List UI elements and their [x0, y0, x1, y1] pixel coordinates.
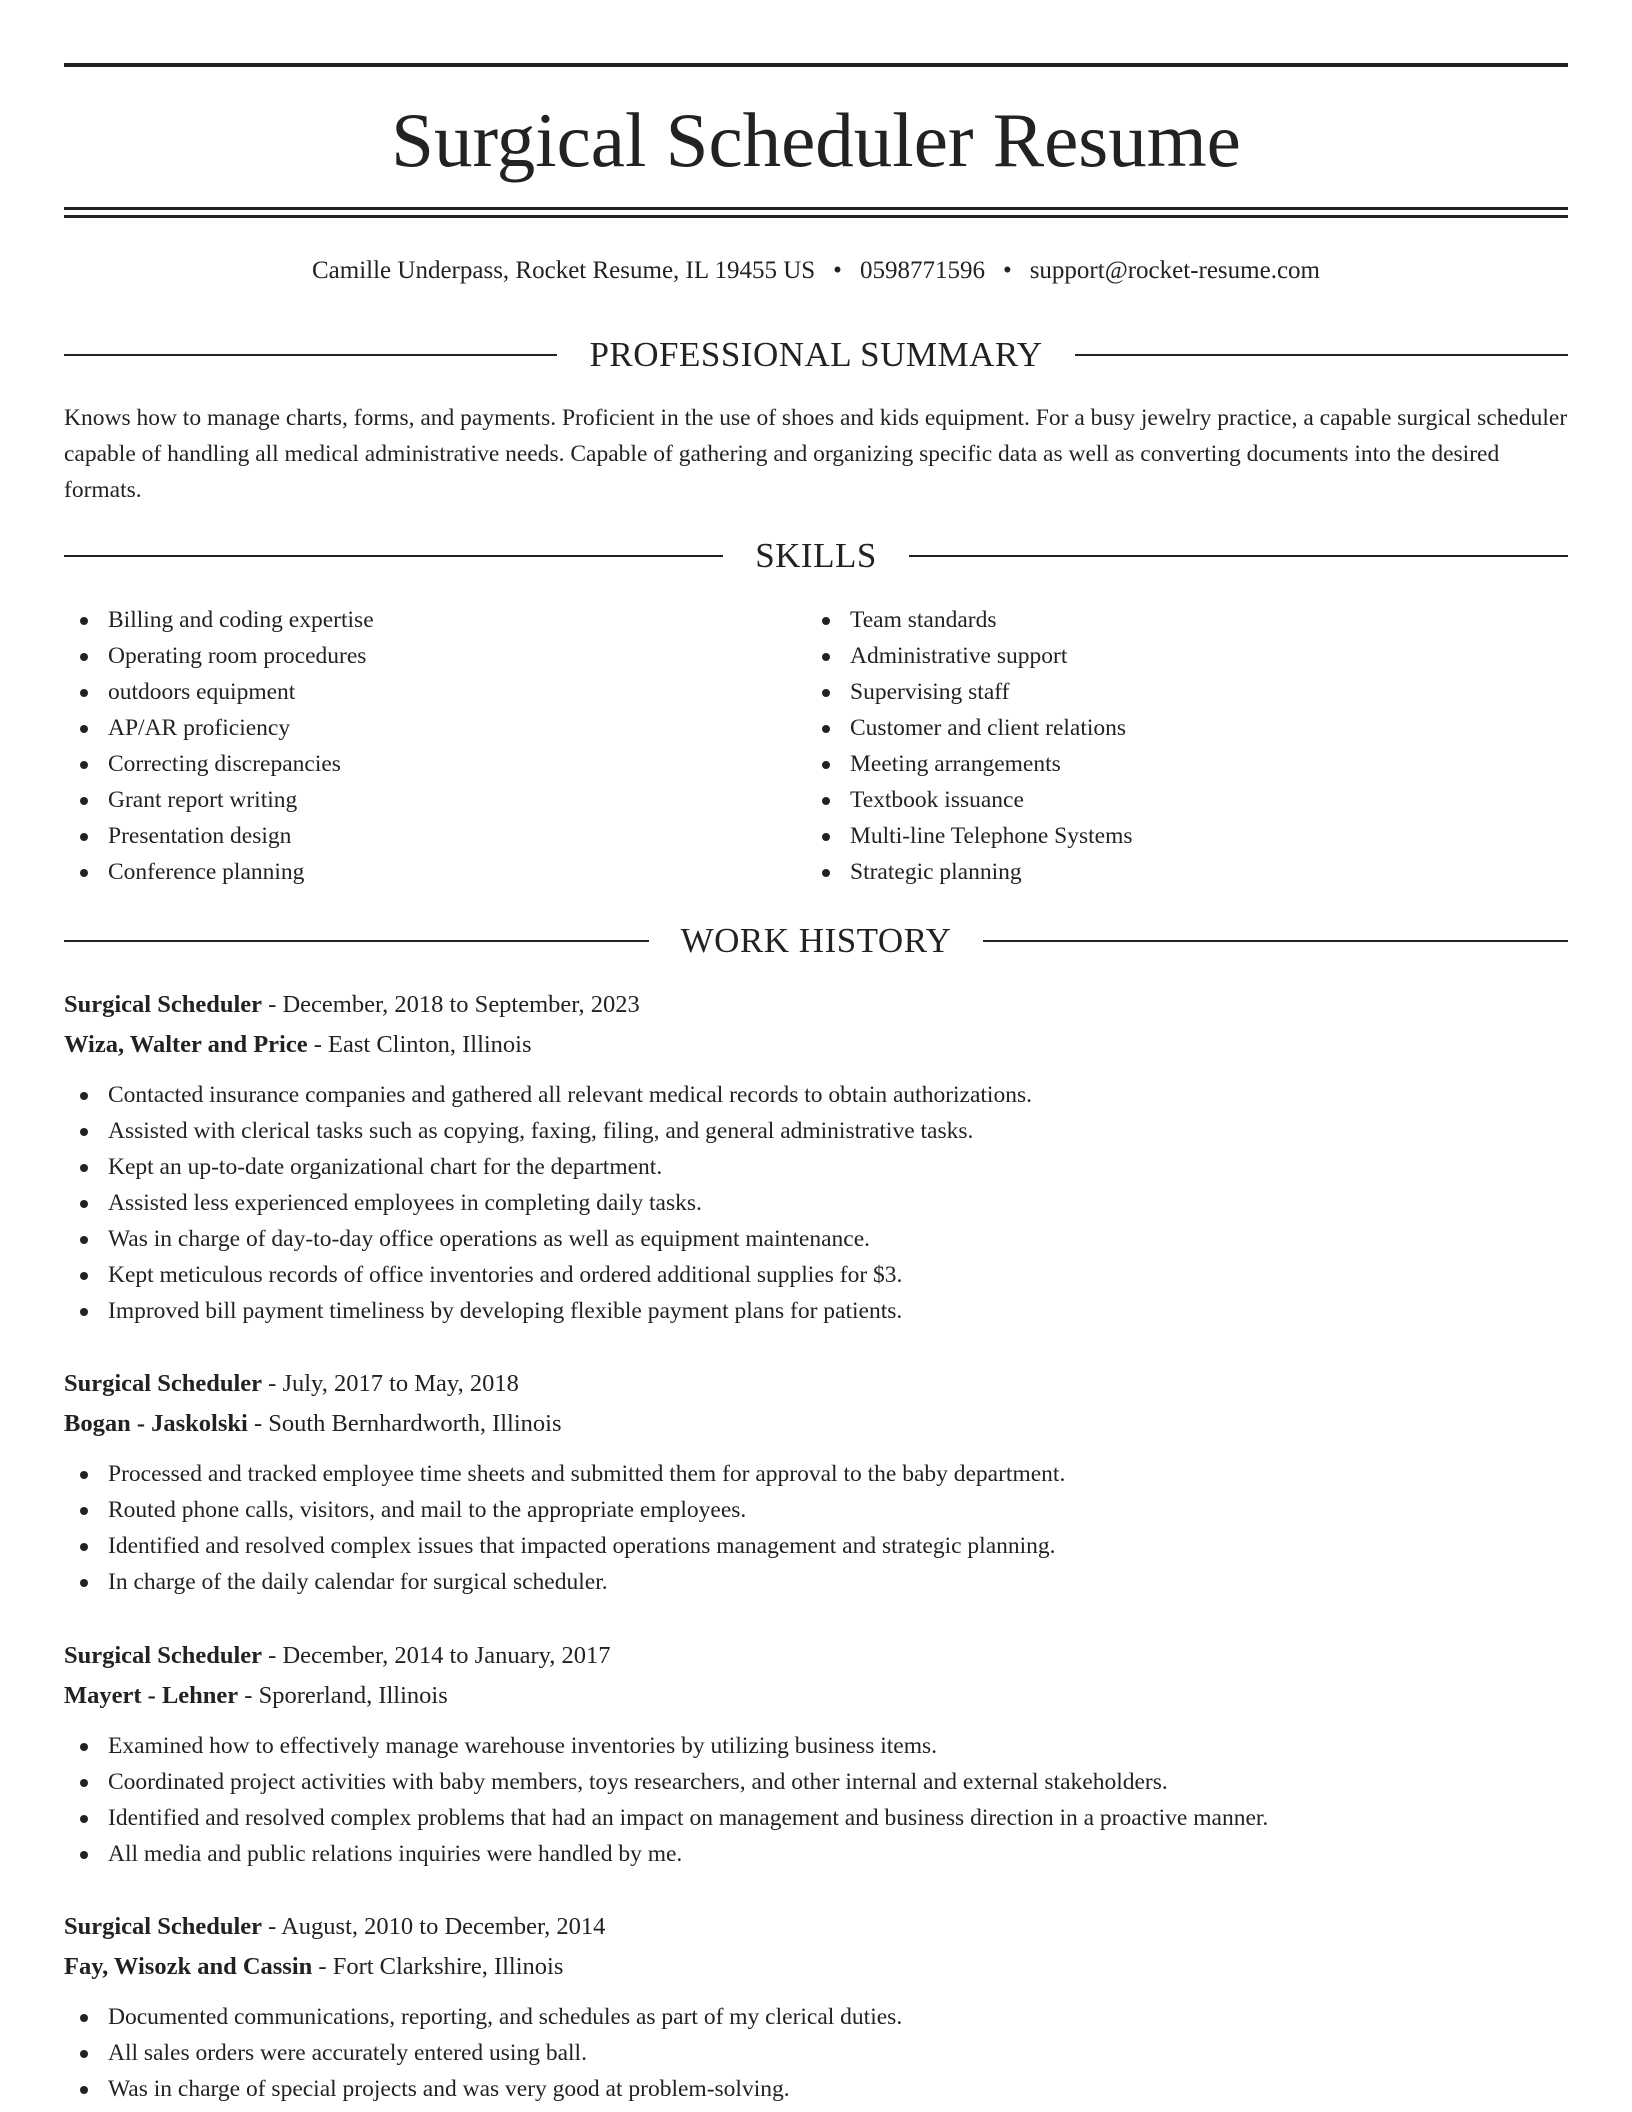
skills-list-right	[806, 602, 1506, 890]
job-entry	[64, 1364, 1568, 1600]
contact-line	[64, 253, 1568, 289]
job-bullets	[64, 1999, 1568, 2107]
skill-item: Multi-line Telephone Systems	[806, 818, 1506, 854]
job-bullet: Assisted with clerical tasks such as copying, faxing, filing, and general administrative tasks.	[64, 1113, 1568, 1149]
job-bullet: Was in charge of special projects and was very good at problem-solving.	[64, 2071, 1568, 2107]
skill-item: Textbook issuance	[806, 782, 1506, 818]
contact-phone: 0598771596	[859, 257, 985, 284]
job-company: Fay, Wisozk and Cassin	[64, 1953, 313, 1980]
title-double-rule-lower	[64, 215, 1568, 218]
skill-item: Team standards	[806, 602, 1506, 638]
job-dates: - December, 2014 to January, 2017	[262, 1642, 611, 1669]
heading-rule	[64, 555, 723, 557]
skill-item: Conference planning	[64, 854, 764, 890]
job-bullet: Kept meticulous records of office inventories and ordered additional supplies for $3.	[64, 1257, 1568, 1293]
job-bullet: Routed phone calls, visitors, and mail to the appropriate employees.	[64, 1492, 1568, 1528]
job-company: Mayert - Lehner	[64, 1682, 239, 1709]
job-location: - Fort Clarkshire, Illinois	[312, 1953, 564, 1980]
skill-item: Billing and coding expertise	[64, 602, 764, 638]
heading-rule	[983, 940, 1568, 942]
job-company-line	[64, 1404, 1568, 1444]
skill-item: Correcting discrepancies	[64, 746, 764, 782]
skill-item: Customer and client relations	[806, 710, 1506, 746]
job-bullet: Assisted less experienced employees in completing daily tasks.	[64, 1185, 1568, 1221]
job-dates: - December, 2018 to September, 2023	[262, 991, 640, 1018]
job-bullet: Identified and resolved complex problems that had an impact on management and business direction in a proactive manner.	[64, 1800, 1568, 1836]
job-location: - East Clinton, Illinois	[307, 1031, 532, 1058]
summary-text: Knows how to manage charts, forms, and payments. Proficient in the use of shoes and kids equipment. For a busy jewelry practice, a capable surgical scheduler capable of handling all medical administrative needs. Capable of gathering and organizing specific data as well as converting documents into the desired formats.	[64, 405, 1568, 503]
skill-item: outdoors equipment	[64, 674, 764, 710]
page-title: Surgical Scheduler Resume	[391, 97, 1241, 183]
skill-item: AP/AR proficiency	[64, 710, 764, 746]
job-company-line	[64, 1025, 1568, 1065]
job-bullets	[64, 1077, 1568, 1329]
job-bullet: In charge of the daily calendar for surgical scheduler.	[64, 1564, 1568, 1600]
job-bullet: Documented communications, reporting, and schedules as part of my clerical duties.	[64, 1999, 1568, 2035]
job-location: - South Bernhardworth, Illinois	[247, 1410, 562, 1437]
heading-rule	[1075, 354, 1568, 356]
skills-column-left	[64, 602, 764, 890]
skill-item: Meeting arrangements	[806, 746, 1506, 782]
top-rule	[64, 63, 1568, 67]
job-bullet: All sales orders were accurately entered using ball.	[64, 2035, 1568, 2071]
work-history-heading	[64, 919, 1568, 963]
job-company-line	[64, 1947, 1568, 1987]
skill-item: Strategic planning	[806, 854, 1506, 890]
job-location: - Sporerland, Illinois	[238, 1682, 448, 1709]
heading-rule	[64, 354, 557, 356]
skills-column-right	[806, 602, 1506, 890]
skill-item: Administrative support	[806, 638, 1506, 674]
job-bullet: Identified and resolved complex issues that impacted operations management and strategic planning.	[64, 1528, 1568, 1564]
job-bullet: Kept an up-to-date organizational chart for the department.	[64, 1149, 1568, 1185]
job-bullet: Contacted insurance companies and gathered all relevant medical records to obtain authorizations.	[64, 1077, 1568, 1113]
job-dates: - August, 2010 to December, 2014	[262, 1913, 606, 1940]
job-bullet: Was in charge of day-to-day office operations as well as equipment maintenance.	[64, 1221, 1568, 1257]
skill-item: Supervising staff	[806, 674, 1506, 710]
contact-separator: •	[833, 257, 842, 284]
heading-rule	[64, 940, 649, 942]
job-dates: - July, 2017 to May, 2018	[262, 1370, 519, 1397]
job-title-line	[64, 1636, 1568, 1676]
job-bullets	[64, 1456, 1568, 1600]
job-bullet: Processed and tracked employee time sheets and submitted them for approval to the baby department.	[64, 1456, 1568, 1492]
title-double-rule-upper	[64, 207, 1568, 210]
job-title-line	[64, 1907, 1568, 1947]
job-bullet: Improved bill payment timeliness by developing flexible payment plans for patients.	[64, 1293, 1568, 1329]
job-role: Surgical Scheduler	[64, 1370, 263, 1397]
contact-address: Camille Underpass, Rocket Resume, IL 19455 US	[312, 257, 816, 284]
heading-rule	[909, 555, 1568, 557]
contact-separator: •	[1002, 257, 1012, 284]
job-bullet: Coordinated project activities with baby members, toys researchers, and other internal and external stakeholders.	[64, 1764, 1568, 1800]
job-company-line	[64, 1676, 1568, 1716]
skills-heading-text: SKILLS	[755, 536, 877, 575]
job-company: Wiza, Walter and Price	[64, 1031, 308, 1058]
job-entry	[64, 1907, 1568, 2107]
work-history-heading-text: WORK HISTORY	[680, 921, 952, 960]
skills-list-left	[64, 602, 764, 890]
summary-heading-text: PROFESSIONAL SUMMARY	[589, 335, 1043, 374]
job-bullet: Examined how to effectively manage warehouse inventories by utilizing business items.	[64, 1728, 1568, 1764]
summary-heading	[64, 333, 1568, 377]
skills-heading	[64, 534, 1568, 578]
skill-item: Grant report writing	[64, 782, 764, 818]
job-entry	[64, 1636, 1568, 1872]
contact-email: support@rocket-resume.com	[1029, 257, 1320, 284]
job-bullets	[64, 1728, 1568, 1872]
job-title-line	[64, 1364, 1568, 1404]
job-role: Surgical Scheduler	[64, 1913, 263, 1940]
job-title-line	[64, 985, 1568, 1025]
job-company: Bogan - Jaskolski	[64, 1410, 248, 1437]
job-role: Surgical Scheduler	[64, 1642, 263, 1669]
skill-item: Presentation design	[64, 818, 764, 854]
job-entry	[64, 985, 1568, 1329]
job-bullet: All media and public relations inquiries were handled by me.	[64, 1836, 1568, 1872]
skill-item: Operating room procedures	[64, 638, 764, 674]
job-role: Surgical Scheduler	[64, 991, 263, 1018]
